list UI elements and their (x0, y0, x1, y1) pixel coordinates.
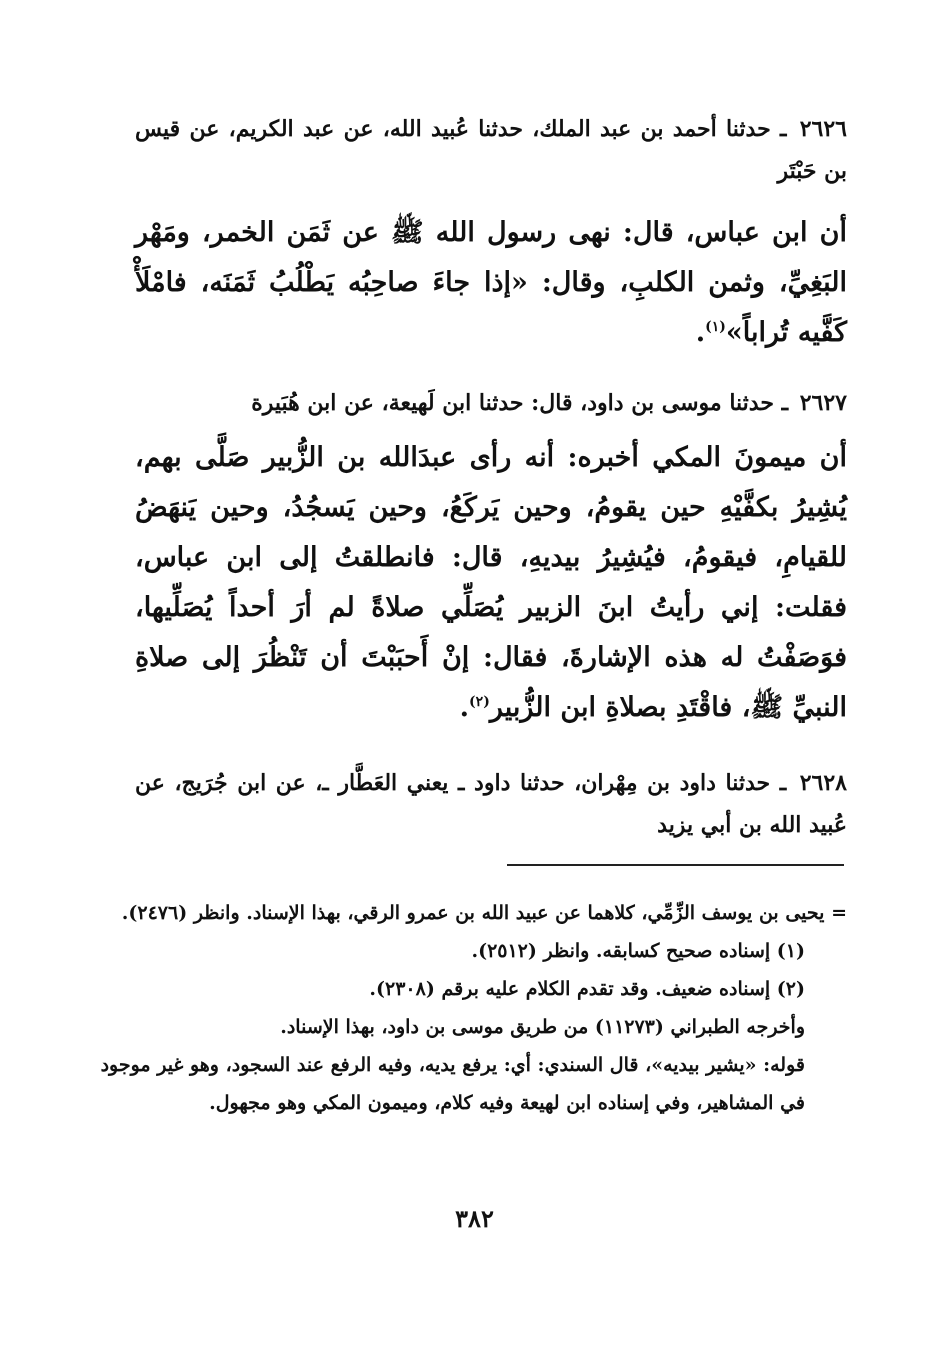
footnote-2: (٢) إسناده ضعيف. وقد تقدم الكلام عليه برقم (٢٣٠٨). (369, 978, 805, 1000)
footnote-continued: = يحيى بن يوسف الزِّمِّي، كلاهما عن عبيد الله بن عمرو الرقي، بهذا الإسناد. وانظر (٢٤٧٦). (121, 902, 847, 924)
page-number: ٣٨٢ (455, 1204, 494, 1233)
footnote-1: (١) إسناده صحيح كسابقه. وانظر (٢٥١٢). (471, 940, 805, 962)
footnote-2-sindi: قوله: «يشير بيديه»، قال السندي: أي: يرفع يديه، وفيه الرفع عند السجود، وهو غير موجود في المشاهير، وفي إسناده ابن لهيعة وفيه كلام، وميمون المكي وهو مجهول. (100, 1054, 805, 1114)
footnote-2-tabarani: وأخرجه الطبراني (١١٢٧٣) من طريق موسى بن داود، بهذا الإسناد. (280, 1016, 805, 1038)
sentence-end: . (459, 692, 470, 723)
isnad-text: ـ حدثنا أحمد بن عبد الملك، حدثنا عُبيد الله، عن عبد الكريم، عن قيس بن حَبْتَر (135, 116, 847, 184)
hadith-number: ٢٦٢٨ (799, 770, 847, 796)
sentence-end: . (695, 317, 706, 348)
footnote-separator (507, 864, 844, 866)
isnad-text: ـ حدثنا موسى بن داود، قال: حدثنا ابن لَهيعة، عن ابن هُبَيرة (251, 390, 789, 416)
hadith-2626-matn (135, 208, 847, 358)
matn-text: أن ميمونَ المكي أخبره: أنه رأى عبدَالله بن الزُّبير صَلَّى بهم، يُشِيرُ بكفَّيْهِ حين يقومُ، وحين يَركَعُ، وحين يَسجُدُ، وحين يَنهَضُ للقيامِ، فيقومُ، فيُشِيرُ بيديهِ، قال: فانطلقتُ إلى ابن عباس، فقلت: إني رأيتُ ابنَ الزبير يُصَلِّي صلاةً لم أرَ أحداً يُصَلِّيها، فوَصَفْتُ له هذه الإشارةَ، فقال: إنْ أَحبَبْتَ أن تَنْظُرَ إلى صلاةِ النبيِّ ﷺ، فاقْتَدِ بصلاةِ ابن الزُّبير (135, 442, 847, 723)
footnote-ref: (٢) (469, 694, 490, 710)
footnotes (97, 894, 847, 1122)
isnad-text: ـ حدثنا داود بن مِهْران، حدثنا داود ـ يعني العَطَّار ـ، عن ابن جُرَيج، عن عُبيد الله بن أبي يزيد (135, 770, 847, 838)
footnote-ref: (١) (705, 319, 726, 335)
hadith-number: ٢٦٢٦ (799, 116, 847, 142)
hadith-2627-chain (135, 382, 847, 424)
matn-text: أن ابن عباس، قال: نهى رسول الله ﷺ عن ثَمَن الخمر، ومَهْر البَغِيِّ، وثمن الكلبِ، وقال: «إذا جاءَ صاحِبُه يَطْلُبُ ثَمَنَه، فامْلَأْ كَفَّيه تُراباً» (135, 217, 847, 348)
hadith-number: ٢٦٢٧ (799, 390, 847, 416)
hadith-2626-chain (135, 108, 847, 192)
hadith-2628-chain (135, 762, 847, 846)
hadith-2627-matn (135, 433, 847, 733)
